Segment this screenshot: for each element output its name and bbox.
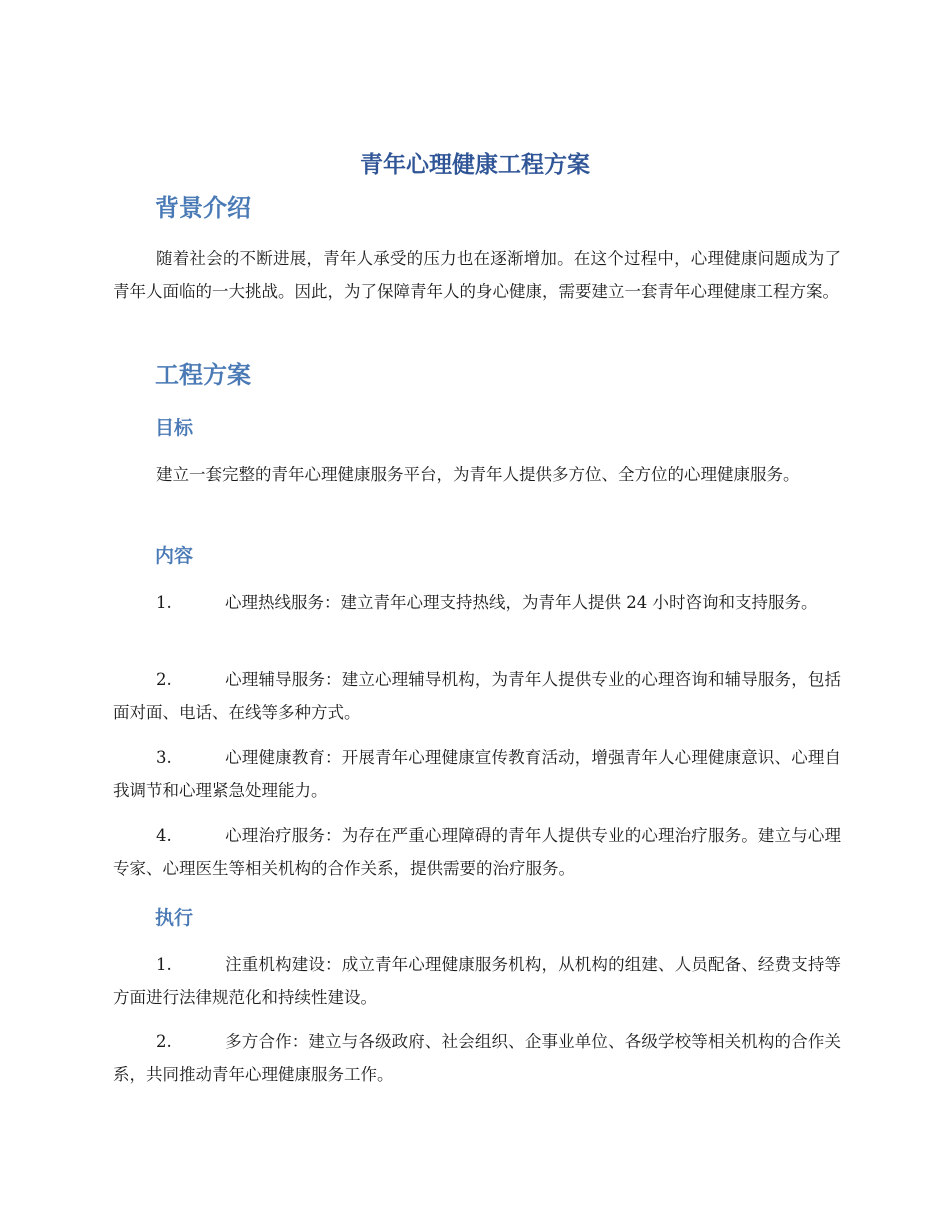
list-item-text: 心理治疗服务：为存在严重心理障碍的青年人提供专业的心理治疗服务。建立与心理专家、心理医生等相关机构的合作关系，提供需要的治疗服务。 xyxy=(113,826,841,878)
list-item-number: 1. xyxy=(156,955,172,974)
document-title: 青年心理健康工程方案 xyxy=(360,152,590,178)
background-paragraph: 随着社会的不断进展，青年人承受的压力也在逐渐增加。在这个过程中，心理健康问题成为了青年人面临的一大挑战。因此，为了保障青年人的身心健康，需要建立一套青年心理健康工程方案。 xyxy=(113,249,841,301)
list-item xyxy=(113,1025,841,1091)
list-item-number: 4. xyxy=(156,826,172,845)
list-item-text: 多方合作：建立与各级政府、社会组织、企事业单位、各级学校等相关机构的合作关系，共同推动青年心理健康服务工作。 xyxy=(113,1032,841,1084)
list-item-number: 2. xyxy=(156,1032,172,1051)
section-heading-plan: 工程方案 xyxy=(155,361,251,389)
list-item-text: 注重机构建设：成立青年心理健康服务机构，从机构的组建、人员配备、经费支持等方面进行法律规范化和持续性建设。 xyxy=(113,955,841,1007)
list-item xyxy=(113,741,841,807)
list-item-text: 心理热线服务：建立青年心理支持热线，为青年人提供 24 小时咨询和支持服务。 xyxy=(225,593,818,612)
section-heading-background: 背景介绍 xyxy=(155,194,251,222)
list-item-number: 3. xyxy=(156,748,172,767)
list-item-text: 心理健康教育：开展青年心理健康宣传教育活动，增强青年人心理健康意识、心理自我调节和心理紧急处理能力。 xyxy=(113,748,841,800)
list-item-number: 1. xyxy=(156,593,172,612)
goal-paragraph: 建立一套完整的青年心理健康服务平台，为青年人提供多方位、全方位的心理健康服务。 xyxy=(156,465,800,484)
list-item xyxy=(113,586,841,619)
subsection-heading-content: 内容 xyxy=(155,545,194,567)
list-item-text: 心理辅导服务：建立心理辅导机构，为青年人提供专业的心理咨询和辅导服务，包括面对面、电话、在线等多种方式。 xyxy=(113,670,841,722)
list-item-number: 2. xyxy=(156,670,172,689)
subsection-heading-execution: 执行 xyxy=(155,907,194,929)
subsection-heading-goal: 目标 xyxy=(155,417,194,439)
list-item xyxy=(113,948,841,1014)
list-item xyxy=(113,663,841,729)
list-item xyxy=(113,819,841,885)
